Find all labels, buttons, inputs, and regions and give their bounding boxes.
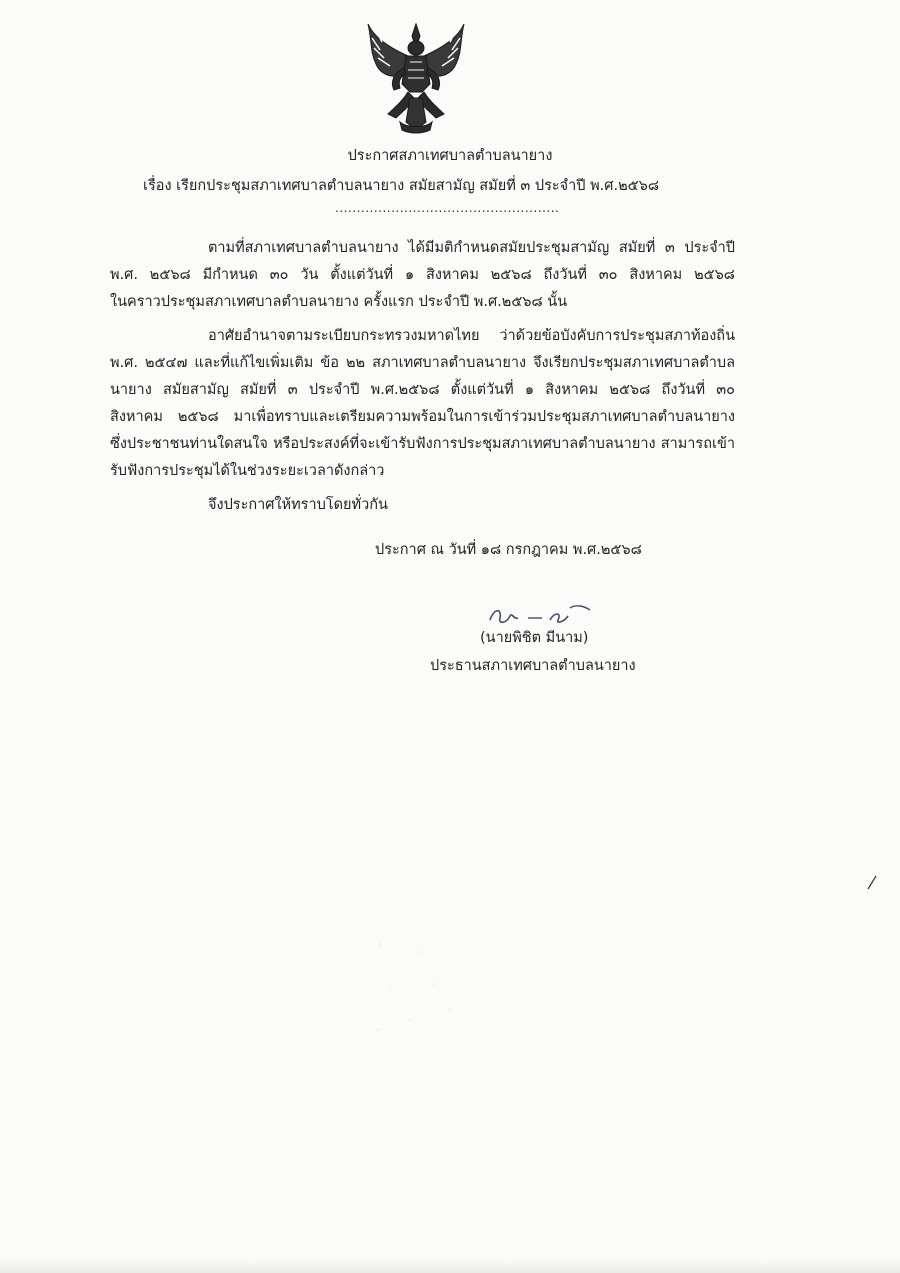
para2-line-3: นายาง สมัยสามัญ สมัยที่ ๓ ประจำปี พ.ศ.๒๕๖๘ ตั้งแต่วันที่ ๑ สิงหาคม ๒๕๖๘ ถึงวันที่ ๓๐ — [110, 382, 735, 398]
announcement-title: ประกาศสภาเทศบาลตำบลนายาง — [347, 148, 553, 164]
announcement-subject: เรื่อง เรียกประชุมสภาเทศบาลตำบลนายาง สมัยสามัญ สมัยที่ ๓ ประจำปี พ.ศ.๒๕๖๘ — [143, 178, 660, 194]
signatory-position: ประธานสภาเทศบาลตำบลนายาง — [430, 658, 636, 674]
scan-mark — [864, 875, 878, 891]
separator-line: .................................................... — [335, 201, 560, 215]
announcement-date: ประกาศ ณ วันที่ ๑๘ กรกฎาคม พ.ศ.๒๕๖๘ — [375, 542, 642, 558]
para1-line-1: ตามที่สภาเทศบาลตำบลนายาง ได้มีมติกำหนดสมัยประชุมสามัญ สมัยที่ ๓ ประจำปี — [208, 240, 735, 256]
closing-statement: จึงประกาศให้ทราบโดยทั่วกัน — [208, 497, 388, 513]
para2-line-6: รับฟังการประชุมได้ในช่วงระยะเวลาดังกล่าว — [110, 463, 385, 479]
page-bottom-edge — [0, 1259, 900, 1273]
para2-line-2: พ.ศ. ๒๕๔๗ และที่แก้ไขเพิ่มเติม ข้อ ๒๒ สภาเทศบาลตำบลนายาง จึงเรียกประชุมสภาเทศบาลตำบล — [110, 355, 735, 371]
signatory-name: (นายพิชิต มีนาม) — [480, 630, 589, 646]
para1-line-3: ในคราวประชุมสภาเทศบาลตำบลนายาง ครั้งแรก ประจำปี พ.ศ.๒๕๖๘ นั้น — [110, 294, 568, 310]
para2-line-5: ซึ่งประชาชนท่านใดสนใจ หรือประสงค์ที่จะเข้ารับฟังการประชุมสภาเทศบาลตำบลนายาง สามารถเข้า — [110, 436, 735, 452]
garuda-emblem-icon — [360, 18, 472, 136]
para1-line-2: พ.ศ. ๒๕๖๘ มีกำหนด ๓๐ วัน ตั้งแต่วันที่ ๑ สิงหาคม ๒๕๖๘ ถึงวันที่ ๓๐ สิงหาคม ๒๕๖๘ — [110, 267, 735, 283]
para2-line-4: สิงหาคม ๒๕๖๘ มาเพื่อทราบและเตรียมความพร้อมในการเข้าร่วมประชุมสภาเทศบาลตำบลนายาง — [110, 409, 735, 425]
signature — [484, 598, 594, 628]
scan-noise — [360, 930, 480, 1050]
para2-line-1: อาศัยอำนาจตามระเบียบกระทรวงมหาดไทย ว่าด้วยข้อบังคับการประชุมสภาท้องถิ่น — [208, 328, 735, 344]
